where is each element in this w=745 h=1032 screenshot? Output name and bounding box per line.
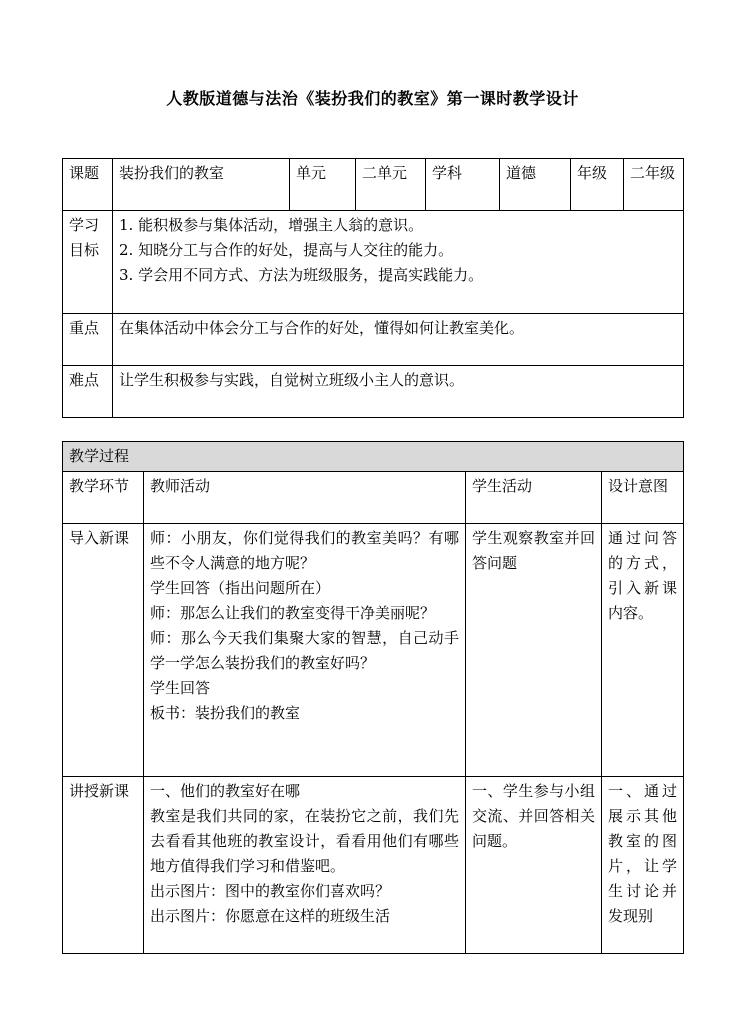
grade-label: 年级 [571,159,624,211]
teacher-line: 师：那么今天我们集聚大家的智慧，自己动手学一学怎么装扮我们的教室好吗？ [150,629,459,672]
column-header-stage: 教学环节 [63,472,144,524]
stage-cell: 讲授新课 [63,777,144,954]
teacher-line: 师：那怎么让我们的教室变得干净美丽呢？ [150,604,436,622]
student-activity-cell: 一、学生参与小组交流、并回答相关问题。 [466,777,602,954]
teacher-line: 出示图片：图中的教室你们喜欢吗？ [150,882,391,900]
table-row [63,777,684,954]
process-header: 教学过程 [63,442,684,472]
teacher-line: 学生回答 [150,679,211,697]
unit-label: 单元 [290,159,356,211]
teacher-activity-cell [144,777,466,954]
goals-cell [113,211,684,314]
teaching-process-table [62,441,684,954]
goal-item: 1. 能积极参与集体活动，增强主人翁的意识。 [119,216,424,234]
teacher-line: 板书：装扮我们的教室 [150,704,301,722]
goals-label: 学习目标 [63,211,113,314]
teacher-line: 出示图片：你愿意在这样的班级生活 [150,907,391,925]
column-header-intent: 设计意图 [602,472,684,524]
teacher-line: 学生回答（指出问题所在） [150,579,331,597]
key-label: 重点 [63,314,113,366]
teacher-line: 师：小朋友，你们觉得我们的教室美吗？有哪些不令人满意的地方呢？ [150,529,459,572]
teacher-line: 一、他们的教室好在哪 [150,782,301,800]
column-header-teacher: 教师活动 [144,472,466,524]
goal-item: 3. 学会用不同方式、方法为班级服务，提高实践能力。 [119,266,484,284]
key-value: 在集体活动中体会分工与合作的好处，懂得如何让教室美化。 [113,314,684,366]
stage-cell: 导入新课 [63,524,144,777]
student-activity-cell: 学生观察教室并回答问题 [466,524,602,777]
teacher-line: 教室是我们共同的家，在装扮它之前，我们先去看看其他班的教室设计，看看用他们有哪些地方值得我们学习和借鉴吧。 [150,807,459,875]
design-intent-cell: 一、通过展示其他教室的图片，让学生讨论并发现别 [602,777,684,954]
unit-value: 二单元 [356,159,426,211]
goal-item: 2. 知晓分工与合作的好处，提高与人交往的能力。 [119,241,454,259]
difficulty-label: 难点 [63,366,113,418]
subject-label: 学科 [426,159,500,211]
topic-value: 装扮我们的教室 [113,159,290,211]
table-row [63,524,684,777]
lesson-info-table [62,158,684,418]
page-title: 人教版道德与法治《装扮我们的教室》第一课时教学设计 [166,89,579,108]
teacher-activity-cell [144,524,466,777]
difficulty-value: 让学生积极参与实践，自觉树立班级小主人的意识。 [113,366,684,418]
topic-label: 课题 [63,159,113,211]
grade-value: 二年级 [624,159,684,211]
column-header-student: 学生活动 [466,472,602,524]
design-intent-cell: 通过问答的方式，引入新课内容。 [602,524,684,777]
subject-value: 道德 [500,159,571,211]
